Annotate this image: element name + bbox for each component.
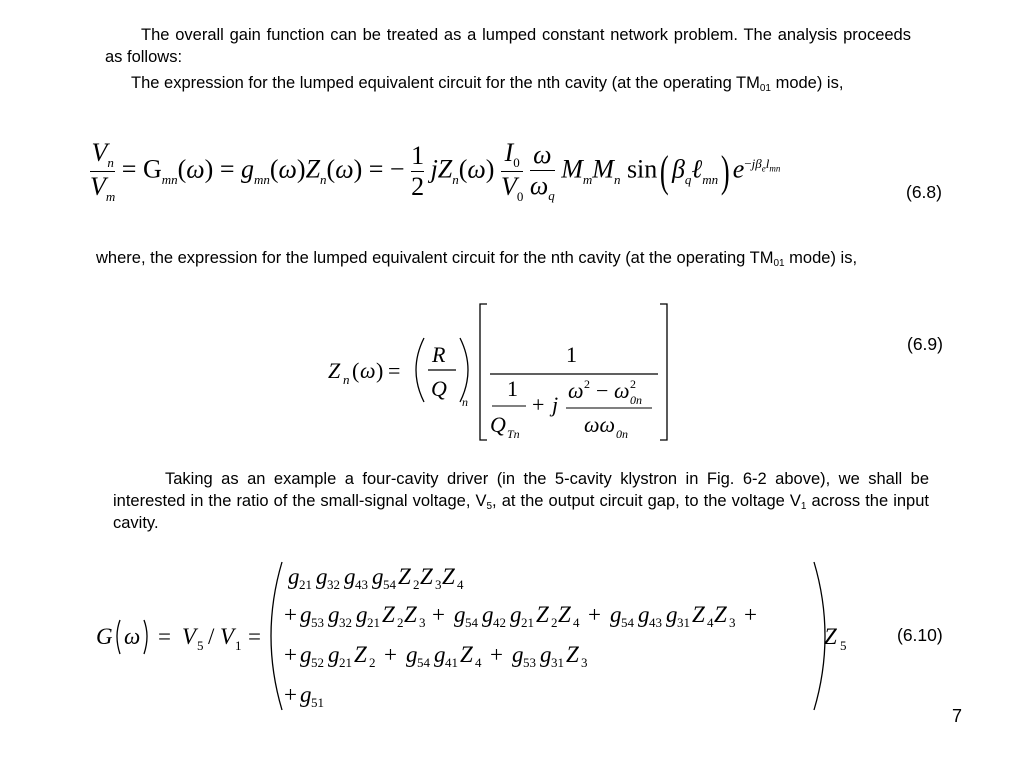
svg-text:g: g: [328, 602, 340, 627]
paragraph-nth-cavity: [105, 72, 911, 94]
vn-over-vm: $\frac{V_n}{V_m}$: [90, 138, 116, 205]
i0-over-v0: $\frac{I_0}{V_0}$: [500, 138, 524, 205]
svg-text:g: g: [638, 602, 650, 627]
omega-over-omegaq: $\frac{\omega}{\omega_q}$: [529, 139, 555, 203]
svg-text:Z: Z: [824, 624, 837, 649]
svg-text:(: (: [352, 358, 360, 383]
svg-text:=: =: [248, 624, 261, 649]
svg-text:Z: Z: [566, 642, 579, 667]
svg-text:ωω: ωω: [584, 412, 616, 437]
svg-text:Z: Z: [558, 602, 571, 627]
equation-label-6-9: (6.9): [907, 334, 943, 354]
svg-text:Z: Z: [442, 564, 455, 589]
svg-text:Z: Z: [692, 602, 705, 627]
svg-text:g: g: [454, 602, 466, 627]
svg-text:3: 3: [435, 577, 442, 592]
svg-text:43: 43: [355, 577, 368, 592]
svg-text:5: 5: [197, 638, 204, 653]
svg-text:Z: Z: [714, 602, 727, 627]
svg-text:G: G: [96, 624, 113, 649]
svg-text:Q: Q: [490, 412, 506, 437]
svg-text:g: g: [328, 642, 340, 667]
svg-text:g: g: [482, 602, 494, 627]
svg-text:4: 4: [475, 655, 482, 670]
svg-text:g: g: [344, 564, 356, 589]
svg-text:54: 54: [465, 615, 478, 630]
svg-text:n: n: [462, 395, 468, 409]
svg-text:51: 51: [311, 695, 324, 710]
where-text-end: mode) is,: [784, 249, 858, 267]
svg-text:54: 54: [383, 577, 396, 592]
one-half: $\frac{1}{2}$: [411, 141, 425, 202]
svg-text:0n: 0n: [630, 393, 642, 407]
svg-text:53: 53: [311, 615, 324, 630]
equation-6-8: $\frac{V_n}{V_m}$ = $G_{mn}(\omega) = g_{mn}(\omega)Z_n(\omega)$ = − $\frac{1}{2}$ $jZ_n(\omega)$ $\frac{I_0}{V_0}$ $\frac{\omega}{\omega_q}$ $M_mM_n$ sin( $\beta_q\ell_{mn}$) $e^{-j\beta_el_{mn}}$: [90, 138, 781, 205]
svg-text:ω: ω: [614, 378, 630, 403]
svg-text:): ): [376, 358, 384, 383]
mode-subscript: 01: [759, 83, 771, 94]
v1-subscript: 1: [800, 501, 807, 512]
svg-text:g: g: [510, 602, 522, 627]
equation-label-6-8: (6.8): [906, 182, 942, 202]
example-text: Taking as an example a four-cavity driver (in the 5-cavity klystron in Fig. 6-2 above), we shall be interested in the ratio of the small-signal voltage, V: [113, 470, 929, 510]
svg-text:ω: ω: [360, 358, 376, 383]
svg-text:Z: Z: [328, 358, 341, 383]
svg-text:g: g: [300, 602, 312, 627]
paragraph-example: [113, 468, 929, 534]
svg-text:+: +: [284, 642, 297, 667]
svg-text:21: 21: [299, 577, 312, 592]
nth-cavity-text: The expression for the lumped equivalent circuit for the nth cavity (at the operating TM: [131, 74, 760, 92]
equation-6-9: [320, 298, 680, 446]
svg-text:V: V: [182, 624, 197, 649]
svg-text:g: g: [610, 602, 622, 627]
v5-subscript: 5: [486, 501, 493, 512]
svg-text:3: 3: [419, 615, 426, 630]
svg-text:52: 52: [311, 655, 324, 670]
svg-text:Z: Z: [354, 642, 367, 667]
svg-text:g: g: [356, 602, 368, 627]
svg-text:+: +: [432, 602, 445, 627]
svg-text:g: g: [406, 642, 418, 667]
svg-text:−: −: [596, 378, 609, 403]
svg-text:53: 53: [523, 655, 536, 670]
svg-text:42: 42: [493, 615, 506, 630]
page-number: 7: [951, 706, 962, 726]
example-text-mid: , at the output circuit gap, to the voltage V: [492, 492, 801, 510]
svg-text:Tn: Tn: [507, 427, 520, 441]
svg-text:21: 21: [367, 615, 380, 630]
svg-text:0n: 0n: [616, 427, 628, 441]
svg-text:=: =: [158, 624, 171, 649]
svg-text:j: j: [552, 392, 559, 417]
svg-text:1: 1: [566, 342, 577, 367]
svg-text:1: 1: [507, 376, 518, 401]
svg-text:V: V: [220, 624, 235, 649]
svg-text:1: 1: [235, 638, 242, 653]
svg-text:g: g: [316, 564, 328, 589]
svg-text:g: g: [434, 642, 446, 667]
mode-subscript-2: 01: [773, 258, 785, 269]
svg-text:g: g: [540, 642, 552, 667]
svg-text:Z: Z: [398, 564, 411, 589]
svg-text:+: +: [284, 602, 297, 627]
svg-text:Z: Z: [536, 602, 549, 627]
svg-text:g: g: [372, 564, 384, 589]
svg-text:3: 3: [729, 615, 736, 630]
svg-text:+: +: [588, 602, 601, 627]
svg-text:54: 54: [417, 655, 430, 670]
svg-text:g: g: [288, 564, 300, 589]
equation-label-6-10: (6.10): [897, 625, 943, 645]
svg-text:2: 2: [369, 655, 376, 670]
svg-text:3: 3: [581, 655, 588, 670]
svg-text:Z: Z: [460, 642, 473, 667]
paragraph-intro: [105, 24, 911, 68]
svg-text:+: +: [490, 642, 503, 667]
svg-text:ω: ω: [124, 624, 141, 649]
svg-text:ω: ω: [568, 378, 584, 403]
svg-text:43: 43: [649, 615, 662, 630]
svg-text:g: g: [512, 642, 524, 667]
svg-text:Q: Q: [431, 376, 447, 401]
svg-text:Z: Z: [382, 602, 395, 627]
svg-text:n: n: [343, 372, 350, 387]
svg-text:+: +: [744, 602, 757, 627]
svg-text:32: 32: [327, 577, 340, 592]
equation-6-10: [92, 556, 862, 716]
svg-text:=: =: [388, 358, 401, 383]
svg-text:32: 32: [339, 615, 352, 630]
svg-text:4: 4: [707, 615, 714, 630]
svg-text:2: 2: [413, 577, 420, 592]
svg-text:2: 2: [584, 377, 590, 391]
svg-text:31: 31: [677, 615, 690, 630]
svg-text:R: R: [432, 342, 446, 367]
intro-text: The overall gain function can be treated as a lumped constant network problem. The analysis proceeds as follows:: [105, 26, 911, 66]
svg-text:21: 21: [521, 615, 534, 630]
svg-text:g: g: [666, 602, 678, 627]
svg-text:4: 4: [573, 615, 580, 630]
svg-text:+: +: [532, 392, 545, 417]
svg-text:31: 31: [551, 655, 564, 670]
svg-text:21: 21: [339, 655, 352, 670]
svg-text:+: +: [384, 642, 397, 667]
example-text-end: across the input cavity.: [113, 492, 929, 532]
svg-text:54: 54: [621, 615, 634, 630]
svg-text:2: 2: [630, 377, 636, 391]
svg-text:g: g: [300, 642, 312, 667]
svg-text:2: 2: [551, 615, 558, 630]
svg-text:Z: Z: [404, 602, 417, 627]
nth-cavity-text-end: mode) is,: [770, 74, 844, 92]
svg-text:4: 4: [457, 577, 464, 592]
svg-text:Z: Z: [420, 564, 433, 589]
svg-text:/: /: [208, 624, 215, 649]
svg-text:+: +: [284, 682, 297, 707]
paragraph-where: [96, 247, 896, 269]
where-text: where, the expression for the lumped equivalent circuit for the nth cavity (at the operating TM: [96, 249, 774, 267]
svg-text:g: g: [300, 682, 312, 707]
svg-text:2: 2: [397, 615, 404, 630]
svg-text:5: 5: [840, 638, 847, 653]
svg-text:41: 41: [445, 655, 458, 670]
